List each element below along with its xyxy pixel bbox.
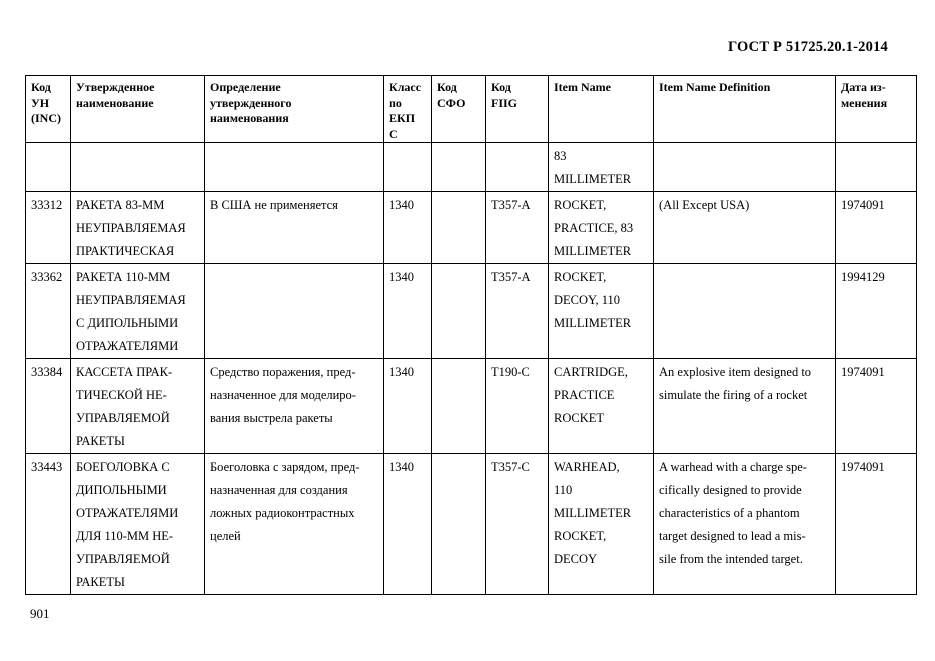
cell-date	[836, 143, 917, 192]
cell-definition: В США не применяется	[205, 192, 384, 264]
document-standard-number: ГОСТ Р 51725.20.1-2014	[727, 39, 888, 55]
cell-inc: 33384	[26, 359, 71, 454]
cell-fiig: T357-A	[486, 192, 549, 264]
cell-fiig: T190-C	[486, 359, 549, 454]
cell-fiig: T357-C	[486, 454, 549, 595]
cell-item-name: ROCKET, PRACTICE, 83 MILLIMETER	[549, 192, 654, 264]
cell-name: КАССЕТА ПРАК- ТИЧЕСКОЙ НЕ- УПРАВЛЯЕМОЙ РАКЕТЫ	[71, 359, 205, 454]
table-row	[26, 264, 917, 359]
cell-date: 1994129	[836, 264, 917, 359]
column-header-fiig: Код FIIG	[486, 76, 549, 143]
cell-item-name: CARTRIDGE, PRACTICE ROCKET	[549, 359, 654, 454]
cell-definition: Средство поражения, пред- назначенное для моделиро- вания выстрела ракеты	[205, 359, 384, 454]
cell-definition: Боеголовка с зарядом, пред- назначенная для создания ложных радиоконтрастных целей	[205, 454, 384, 595]
column-header-sfo: Код СФО	[432, 76, 486, 143]
cell-name: БОЕГОЛОВКА С ДИПОЛЬНЫМИ ОТРАЖАТЕЛЯМИ ДЛЯ 110-ММ НЕ- УПРАВЛЯЕМОЙ РАКЕТЫ	[71, 454, 205, 595]
cell-item-def	[654, 143, 836, 192]
cell-fiig: T357-A	[486, 264, 549, 359]
cell-class	[384, 143, 432, 192]
cell-inc: 33362	[26, 264, 71, 359]
table-row	[26, 454, 917, 595]
column-header-class: Класс по ЕКП С	[384, 76, 432, 143]
column-header-definition: Определение утвержденного наименования	[205, 76, 384, 143]
table-row	[26, 192, 917, 264]
table-header-row	[26, 76, 917, 143]
cell-inc: 33443	[26, 454, 71, 595]
cell-item-name: 83 MILLIMETER	[549, 143, 654, 192]
cell-item-def: A warhead with a charge spe- cifically designed to provide characteristics of a phantom target designed to lead a mis- sile from the intended target.	[654, 454, 836, 595]
column-header-date: Дата из- менения	[836, 76, 917, 143]
cell-definition	[205, 143, 384, 192]
cell-class: 1340	[384, 264, 432, 359]
cell-sfo	[432, 264, 486, 359]
cell-class: 1340	[384, 192, 432, 264]
cell-item-def: (All Except USA)	[654, 192, 836, 264]
cell-sfo	[432, 143, 486, 192]
cell-inc	[26, 143, 71, 192]
cell-item-name: WARHEAD, 110 MILLIMETER ROCKET, DECOY	[549, 454, 654, 595]
column-header-approved-name: Утвержденное наименование	[71, 76, 205, 143]
table-row	[26, 359, 917, 454]
page-number: 901	[30, 606, 50, 621]
cell-inc: 33312	[26, 192, 71, 264]
cell-sfo	[432, 454, 486, 595]
cell-date: 1974091	[836, 454, 917, 595]
cell-date: 1974091	[836, 192, 917, 264]
cell-name: РАКЕТА 83-ММ НЕУПРАВЛЯЕМАЯ ПРАКТИЧЕСКАЯ	[71, 192, 205, 264]
cell-class: 1340	[384, 359, 432, 454]
column-header-inc: Код УН (INC)	[26, 76, 71, 143]
cell-date: 1974091	[836, 359, 917, 454]
codes-table	[25, 75, 917, 595]
column-header-item-name-definition: Item Name Definition	[654, 76, 836, 143]
cell-sfo	[432, 359, 486, 454]
cell-item-name: ROCKET, DECOY, 110 MILLIMETER	[549, 264, 654, 359]
cell-fiig	[486, 143, 549, 192]
cell-item-def: An explosive item designed to simulate the firing of a rocket	[654, 359, 836, 454]
cell-name	[71, 143, 205, 192]
cell-name: РАКЕТА 110-ММ НЕУПРАВЛЯЕМАЯ С ДИПОЛЬНЫМИ ОТРАЖАТЕЛЯМИ	[71, 264, 205, 359]
table-row	[26, 143, 917, 192]
cell-definition	[205, 264, 384, 359]
cell-item-def	[654, 264, 836, 359]
cell-sfo	[432, 192, 486, 264]
cell-class: 1340	[384, 454, 432, 595]
column-header-item-name: Item Name	[549, 76, 654, 143]
